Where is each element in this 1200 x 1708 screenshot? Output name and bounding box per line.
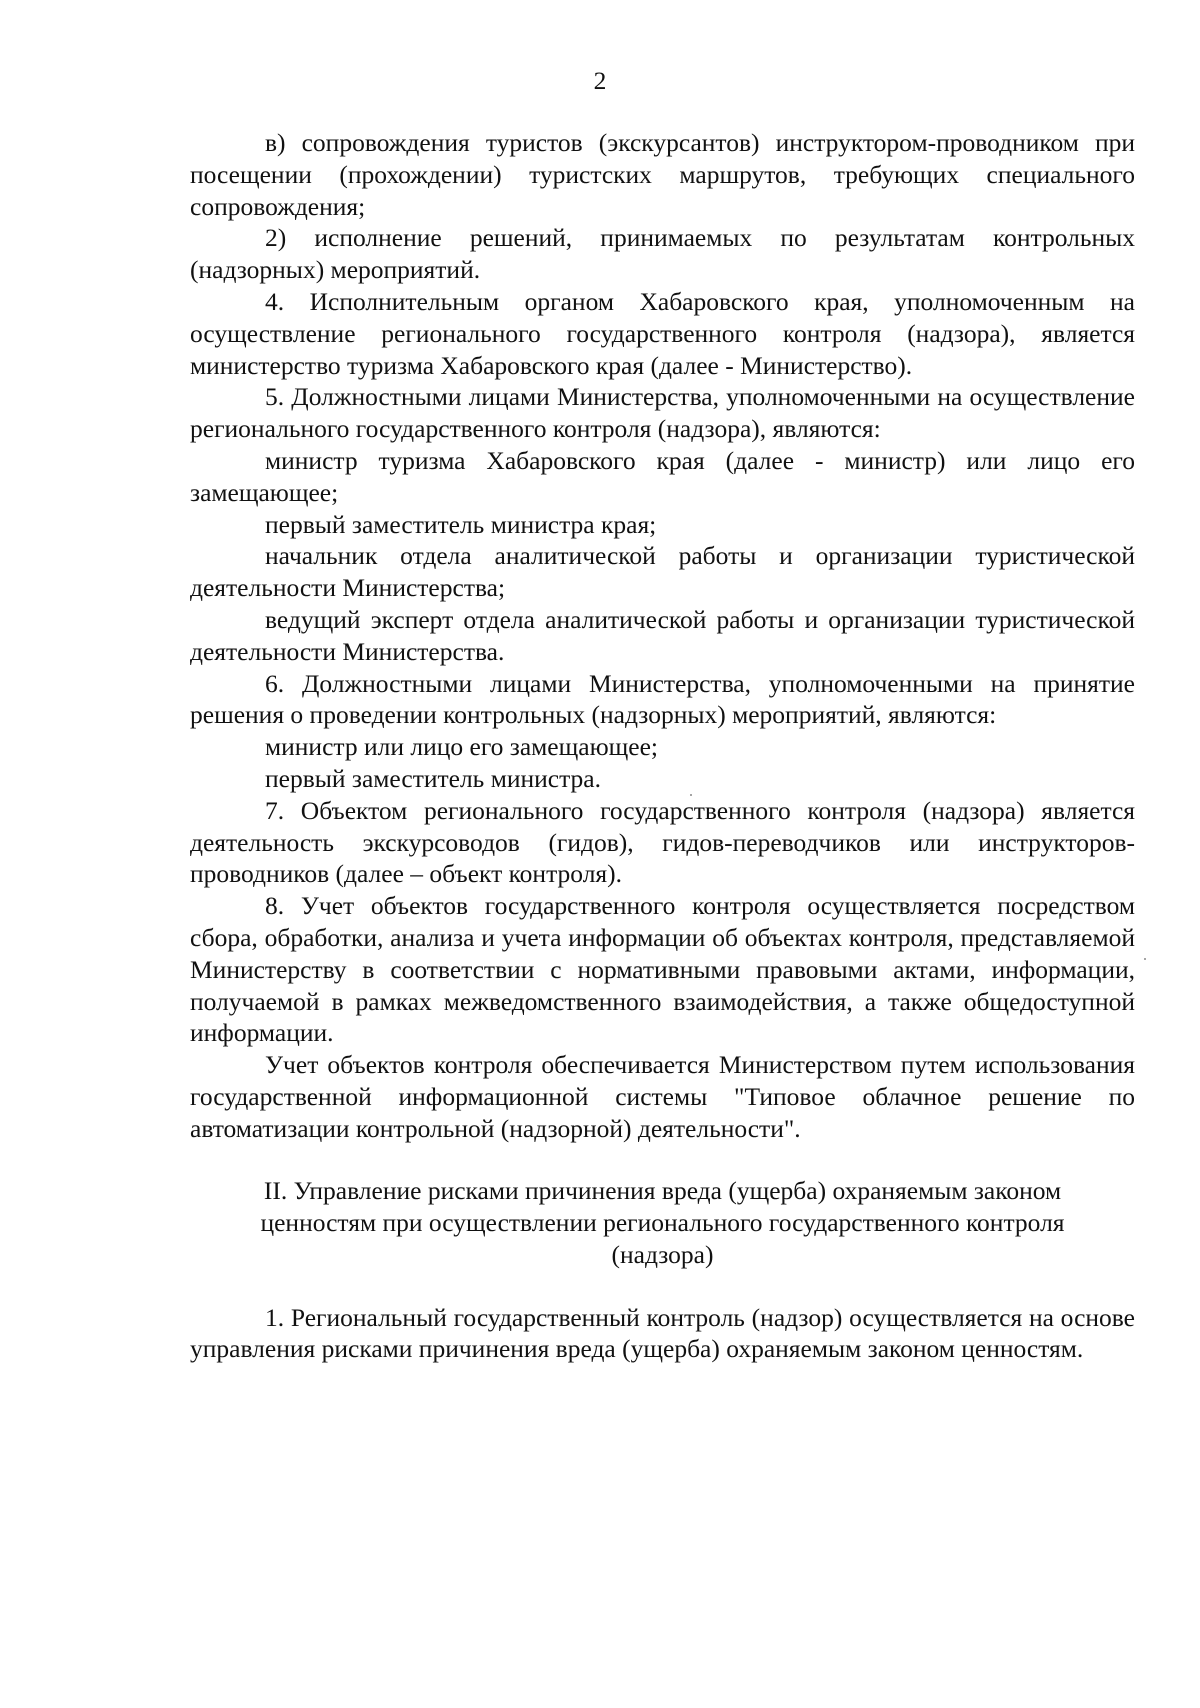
paragraph-section-2-clause-1: 1. Региональный государственный контроль (надзор) осуществляется на основе управления рисками причинения вреда (ущерба) охраняемым законом ценностям. (190, 1302, 1135, 1364)
paragraph-clause-8: 8. Учет объектов государственного контроля осуществляется посредством сбора, обработки, анализа и учета информации об объектах контроля, представляемой Министерству в соответствии с нормативными правовыми актами, информации, получаемой в рамках межведомственного взаимодействия, а также общедоступной информации. (190, 891, 1135, 1048)
paragraph-accounting-system: Учет объектов контроля обеспечивается Министерством путем использования государственной информационной системы "Типовое облачное решение по автоматизации контрольной (надзорной) деятельности". (190, 1050, 1135, 1143)
document-body (190, 127, 1135, 1365)
scan-speck (690, 794, 692, 796)
list-item-first-deputy-minister: первый заместитель министра. (265, 763, 601, 793)
paragraph-clause-6: 6. Должностными лицами Министерства, уполномоченными на принятие решения о проведении контрольных (надзорных) мероприятий, являются: (190, 668, 1135, 730)
list-item-minister: министр туризма Хабаровского края (далее - министр) или лицо его замещающее; (190, 445, 1135, 507)
paragraph-clause-4: 4. Исполнительным органом Хабаровского края, уполномоченным на осуществление регионального государственного контроля (надзора), является министерство туризма Хабаровского края (далее - Министерство). (190, 286, 1135, 380)
paragraph-item-2: 2) исполнение решений, принимаемых по результатам контрольных (надзорных) мероприятий. (190, 223, 1135, 285)
list-item-minister-or-deputy: министр или лицо его замещающее; (265, 732, 658, 762)
paragraph-clause-7: 7. Объектом регионального государственного контроля (надзора) является деятельность экскурсоводов (гидов), гидов-переводчиков или инструкторов-проводников (далее – объект контроля). (190, 795, 1135, 889)
list-item-first-deputy: первый заместитель министра края; (265, 509, 657, 539)
paragraph-subitem-v: в) сопровождения туристов (экскурсантов) инструктором-проводником при посещении (прохождении) туристских маршрутов, требующих специального сопровождения; (190, 128, 1135, 221)
paragraph-clause-5: 5. Должностными лицами Министерства, уполномоченными на осуществление регионального государственного контроля (надзора), являются: (190, 382, 1135, 444)
section-heading: II. Управление рисками причинения вреда (ущерба) охраняемым законом ценностям при осуществлении регионального государственного контроля (надзора) (260, 1175, 1065, 1269)
scan-speck (1144, 958, 1146, 960)
page-number: 2 (593, 66, 607, 95)
list-item-department-head: начальник отдела аналитической работы и организации туристической деятельности Министерства; (190, 541, 1135, 603)
list-item-lead-expert: ведущий эксперт отдела аналитической работы и организации туристической деятельности Министерства. (190, 604, 1135, 666)
